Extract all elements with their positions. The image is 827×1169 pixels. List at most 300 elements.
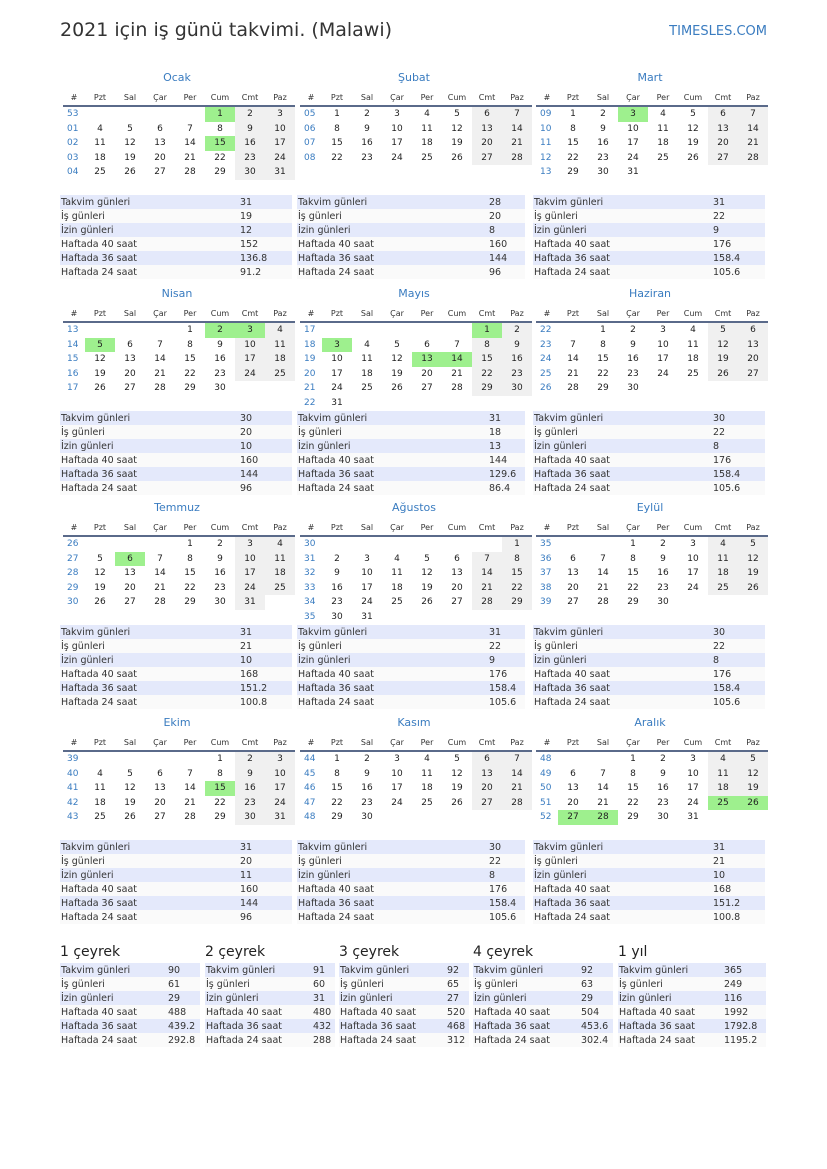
day-cell[interactable]: 22 [184,582,196,593]
day-cell[interactable]: 2 [600,109,606,120]
day-cell[interactable]: 4 [708,536,738,552]
day-cell[interactable]: 25 [391,597,403,608]
day-cell[interactable]: 31 [265,810,295,825]
day-cell[interactable]: 24 [235,367,265,382]
day-cell[interactable]: 18 [708,566,738,581]
day-cell[interactable]: 19 [451,138,463,149]
day-cell[interactable]: 14 [154,354,166,365]
day-cell[interactable]: 13 [738,338,768,353]
day-cell[interactable]: 2 [630,325,636,336]
day-cell[interactable]: 15 [331,783,343,794]
day-cell[interactable]: 31 [361,611,373,622]
day-cell[interactable]: 19 [451,783,463,794]
day-cell[interactable]: 4 [97,768,103,779]
day-cell[interactable]: 19 [421,582,433,593]
day-cell[interactable]: 16 [361,783,373,794]
day-cell[interactable]: 30 [597,167,609,178]
day-cell[interactable]: 23 [502,367,532,382]
day-cell[interactable]: 6 [157,123,163,134]
day-cell[interactable]: 14 [502,122,532,137]
day-cell[interactable]: 12 [124,783,136,794]
day-cell[interactable]: 10 [235,338,265,353]
day-cell[interactable]: 23 [657,582,669,593]
day-cell[interactable]: 4 [690,325,696,336]
day-cell[interactable]: 2 [235,751,265,767]
holiday-day[interactable]: 6 [115,552,145,567]
day-cell[interactable]: 20 [124,582,136,593]
day-cell[interactable]: 12 [738,767,768,782]
day-cell[interactable]: 9 [235,767,265,782]
day-cell[interactable]: 30 [657,597,669,608]
day-cell[interactable]: 28 [502,151,532,166]
day-cell[interactable]: 29 [184,597,196,608]
day-cell[interactable]: 22 [627,582,639,593]
holiday-day[interactable]: 1 [205,106,235,122]
day-cell[interactable]: 2 [334,553,340,564]
day-cell[interactable]: 21 [597,797,609,808]
day-cell[interactable]: 30 [214,597,226,608]
day-cell[interactable]: 21 [472,581,502,596]
day-cell[interactable]: 1 [570,109,576,120]
day-cell[interactable]: 23 [597,152,609,163]
day-cell[interactable]: 26 [94,597,106,608]
day-cell[interactable]: 24 [235,581,265,596]
day-cell[interactable]: 22 [331,797,343,808]
day-cell[interactable]: 20 [451,582,463,593]
day-cell[interactable]: 25 [421,152,433,163]
day-cell[interactable]: 22 [184,368,196,379]
day-cell[interactable]: 23 [214,582,226,593]
day-cell[interactable]: 31 [627,167,639,178]
day-cell[interactable]: 14 [567,354,579,365]
day-cell[interactable]: 5 [394,339,400,350]
day-cell[interactable]: 22 [472,367,502,382]
day-cell[interactable]: 27 [708,151,738,166]
day-cell[interactable]: 5 [97,553,103,564]
day-cell[interactable]: 18 [687,354,699,365]
day-cell[interactable]: 29 [627,812,639,823]
day-cell[interactable]: 11 [421,123,433,134]
holiday-day[interactable]: 26 [738,796,768,811]
day-cell[interactable]: 15 [627,568,639,579]
day-cell[interactable]: 11 [657,123,669,134]
day-cell[interactable]: 17 [361,582,373,593]
day-cell[interactable]: 16 [214,354,226,365]
day-cell[interactable]: 9 [364,123,370,134]
day-cell[interactable]: 29 [214,812,226,823]
day-cell[interactable]: 25 [421,797,433,808]
day-cell[interactable]: 25 [265,367,295,382]
day-cell[interactable]: 5 [454,754,460,765]
day-cell[interactable]: 1 [187,539,193,550]
holiday-day[interactable]: 28 [588,810,618,825]
day-cell[interactable]: 6 [424,339,430,350]
day-cell[interactable]: 28 [597,597,609,608]
day-cell[interactable]: 16 [627,354,639,365]
holiday-day[interactable]: 15 [205,136,235,151]
day-cell[interactable]: 1 [600,325,606,336]
day-cell[interactable]: 17 [657,354,669,365]
day-cell[interactable]: 27 [451,597,463,608]
day-cell[interactable]: 25 [94,812,106,823]
day-cell[interactable]: 14 [597,783,609,794]
day-cell[interactable]: 25 [94,167,106,178]
day-cell[interactable]: 18 [708,781,738,796]
day-cell[interactable]: 27 [738,367,768,382]
day-cell[interactable]: 20 [567,797,579,808]
day-cell[interactable]: 21 [502,781,532,796]
day-cell[interactable]: 26 [124,167,136,178]
day-cell[interactable]: 25 [657,152,669,163]
day-cell[interactable]: 19 [738,566,768,581]
holiday-day[interactable]: 13 [412,352,442,367]
day-cell[interactable]: 9 [364,768,370,779]
day-cell[interactable]: 5 [424,553,430,564]
day-cell[interactable]: 29 [627,597,639,608]
day-cell[interactable]: 1 [502,536,532,552]
day-cell[interactable]: 26 [451,152,463,163]
day-cell[interactable]: 5 [738,536,768,552]
day-cell[interactable]: 2 [502,322,532,338]
day-cell[interactable]: 25 [265,581,295,596]
day-cell[interactable]: 10 [235,552,265,567]
day-cell[interactable]: 29 [472,381,502,396]
day-cell[interactable]: 7 [157,339,163,350]
day-cell[interactable]: 9 [217,553,223,564]
day-cell[interactable]: 19 [391,368,403,379]
day-cell[interactable]: 29 [567,167,579,178]
day-cell[interactable]: 16 [235,781,265,796]
holiday-day[interactable]: 15 [205,781,235,796]
day-cell[interactable]: 2 [364,754,370,765]
day-cell[interactable]: 1 [334,109,340,120]
day-cell[interactable]: 11 [708,552,738,567]
day-cell[interactable]: 12 [451,768,463,779]
day-cell[interactable]: 24 [627,152,639,163]
day-cell[interactable]: 30 [361,812,373,823]
day-cell[interactable]: 15 [597,354,609,365]
day-cell[interactable]: 30 [502,381,532,396]
day-cell[interactable]: 23 [627,368,639,379]
day-cell[interactable]: 29 [214,167,226,178]
day-cell[interactable]: 26 [421,597,433,608]
day-cell[interactable]: 8 [570,123,576,134]
day-cell[interactable]: 3 [265,751,295,767]
day-cell[interactable]: 10 [627,123,639,134]
day-cell[interactable]: 11 [265,552,295,567]
day-cell[interactable]: 26 [124,812,136,823]
day-cell[interactable]: 28 [184,812,196,823]
day-cell[interactable]: 12 [391,354,403,365]
day-cell[interactable]: 1 [334,754,340,765]
day-cell[interactable]: 26 [708,367,738,382]
day-cell[interactable]: 3 [394,754,400,765]
brand-link[interactable]: TIMESLES.COM [669,24,767,39]
day-cell[interactable]: 15 [567,138,579,149]
day-cell[interactable]: 13 [451,568,463,579]
day-cell[interactable]: 27 [567,597,579,608]
day-cell[interactable]: 18 [391,582,403,593]
day-cell[interactable]: 26 [451,797,463,808]
day-cell[interactable]: 27 [154,812,166,823]
day-cell[interactable]: 21 [567,368,579,379]
day-cell[interactable]: 30 [235,165,265,180]
day-cell[interactable]: 24 [391,152,403,163]
day-cell[interactable]: 4 [660,109,666,120]
day-cell[interactable]: 14 [738,122,768,137]
day-cell[interactable]: 12 [738,552,768,567]
day-cell[interactable]: 21 [184,797,196,808]
day-cell[interactable]: 6 [708,106,738,122]
day-cell[interactable]: 2 [660,754,666,765]
day-cell[interactable]: 31 [687,812,699,823]
day-cell[interactable]: 13 [472,122,502,137]
day-cell[interactable]: 8 [472,338,502,353]
day-cell[interactable]: 19 [708,352,738,367]
day-cell[interactable]: 19 [687,138,699,149]
day-cell[interactable]: 17 [687,783,699,794]
day-cell[interactable]: 7 [157,553,163,564]
day-cell[interactable]: 19 [738,781,768,796]
day-cell[interactable]: 6 [570,553,576,564]
day-cell[interactable]: 8 [630,553,636,564]
holiday-day[interactable]: 2 [205,322,235,338]
day-cell[interactable]: 31 [331,397,343,408]
day-cell[interactable]: 2 [235,106,265,122]
day-cell[interactable]: 30 [235,810,265,825]
day-cell[interactable]: 24 [687,582,699,593]
day-cell[interactable]: 16 [331,582,343,593]
day-cell[interactable]: 9 [235,122,265,137]
day-cell[interactable]: 23 [331,597,343,608]
holiday-day[interactable]: 3 [322,338,352,353]
day-cell[interactable]: 19 [124,797,136,808]
day-cell[interactable]: 18 [421,783,433,794]
day-cell[interactable]: 31 [265,165,295,180]
day-cell[interactable]: 12 [687,123,699,134]
day-cell[interactable]: 12 [94,568,106,579]
day-cell[interactable]: 23 [214,368,226,379]
day-cell[interactable]: 12 [124,138,136,149]
day-cell[interactable]: 16 [502,352,532,367]
day-cell[interactable]: 5 [708,322,738,338]
day-cell[interactable]: 8 [187,553,193,564]
day-cell[interactable]: 6 [454,553,460,564]
day-cell[interactable]: 18 [657,138,669,149]
day-cell[interactable]: 18 [94,797,106,808]
day-cell[interactable]: 20 [154,152,166,163]
day-cell[interactable]: 15 [184,568,196,579]
day-cell[interactable]: 3 [364,553,370,564]
day-cell[interactable]: 10 [331,354,343,365]
day-cell[interactable]: 13 [154,783,166,794]
day-cell[interactable]: 10 [391,123,403,134]
day-cell[interactable]: 20 [738,352,768,367]
day-cell[interactable]: 7 [472,552,502,567]
day-cell[interactable]: 14 [597,568,609,579]
day-cell[interactable]: 28 [502,796,532,811]
day-cell[interactable]: 10 [265,767,295,782]
day-cell[interactable]: 4 [424,109,430,120]
day-cell[interactable]: 17 [331,368,343,379]
day-cell[interactable]: 20 [124,368,136,379]
day-cell[interactable]: 30 [627,383,639,394]
day-cell[interactable]: 4 [265,536,295,552]
day-cell[interactable]: 17 [687,568,699,579]
day-cell[interactable]: 30 [331,611,343,622]
day-cell[interactable]: 11 [708,767,738,782]
day-cell[interactable]: 5 [690,109,696,120]
day-cell[interactable]: 19 [94,582,106,593]
day-cell[interactable]: 24 [361,597,373,608]
day-cell[interactable]: 7 [187,123,193,134]
day-cell[interactable]: 7 [187,768,193,779]
day-cell[interactable]: 14 [472,566,502,581]
day-cell[interactable]: 21 [184,152,196,163]
day-cell[interactable]: 18 [421,138,433,149]
day-cell[interactable]: 18 [361,368,373,379]
day-cell[interactable]: 21 [154,368,166,379]
day-cell[interactable]: 10 [265,122,295,137]
day-cell[interactable]: 26 [391,383,403,394]
day-cell[interactable]: 20 [567,582,579,593]
day-cell[interactable]: 28 [154,597,166,608]
day-cell[interactable]: 24 [331,383,343,394]
day-cell[interactable]: 7 [738,106,768,122]
day-cell[interactable]: 12 [421,568,433,579]
day-cell[interactable]: 7 [454,339,460,350]
day-cell[interactable]: 7 [600,768,606,779]
day-cell[interactable]: 9 [217,339,223,350]
day-cell[interactable]: 14 [184,138,196,149]
day-cell[interactable]: 8 [334,123,340,134]
day-cell[interactable]: 12 [708,338,738,353]
day-cell[interactable]: 17 [265,136,295,151]
day-cell[interactable]: 25 [708,581,738,596]
day-cell[interactable]: 4 [364,339,370,350]
day-cell[interactable]: 25 [361,383,373,394]
day-cell[interactable]: 9 [660,553,666,564]
day-cell[interactable]: 16 [361,138,373,149]
day-cell[interactable]: 10 [391,768,403,779]
day-cell[interactable]: 14 [184,783,196,794]
day-cell[interactable]: 17 [391,138,403,149]
day-cell[interactable]: 18 [265,566,295,581]
day-cell[interactable]: 13 [567,568,579,579]
day-cell[interactable]: 1 [630,539,636,550]
day-cell[interactable]: 27 [154,167,166,178]
day-cell[interactable]: 12 [451,123,463,134]
day-cell[interactable]: 24 [391,797,403,808]
day-cell[interactable]: 1 [630,754,636,765]
day-cell[interactable]: 19 [94,368,106,379]
day-cell[interactable]: 2 [660,539,666,550]
day-cell[interactable]: 27 [421,383,433,394]
holiday-day[interactable]: 5 [85,338,115,353]
day-cell[interactable]: 17 [265,781,295,796]
day-cell[interactable]: 2 [364,109,370,120]
day-cell[interactable]: 1 [187,325,193,336]
day-cell[interactable]: 4 [394,553,400,564]
day-cell[interactable]: 13 [154,138,166,149]
day-cell[interactable]: 29 [597,383,609,394]
day-cell[interactable]: 18 [94,152,106,163]
day-cell[interactable]: 23 [235,151,265,166]
day-cell[interactable]: 20 [472,781,502,796]
day-cell[interactable]: 3 [690,539,696,550]
day-cell[interactable]: 18 [265,352,295,367]
day-cell[interactable]: 4 [424,754,430,765]
holiday-day[interactable]: 25 [708,796,738,811]
day-cell[interactable]: 22 [502,581,532,596]
holiday-day[interactable]: 3 [618,106,648,122]
day-cell[interactable]: 29 [184,383,196,394]
day-cell[interactable]: 24 [265,151,295,166]
day-cell[interactable]: 11 [687,339,699,350]
day-cell[interactable]: 9 [660,768,666,779]
day-cell[interactable]: 26 [94,383,106,394]
day-cell[interactable]: 21 [451,368,463,379]
day-cell[interactable]: 8 [600,339,606,350]
day-cell[interactable]: 27 [124,383,136,394]
day-cell[interactable]: 3 [394,109,400,120]
day-cell[interactable]: 5 [127,768,133,779]
holiday-day[interactable]: 1 [472,322,502,338]
day-cell[interactable]: 10 [687,768,699,779]
day-cell[interactable]: 6 [472,751,502,767]
day-cell[interactable]: 17 [235,566,265,581]
day-cell[interactable]: 3 [690,754,696,765]
day-cell[interactable]: 20 [421,368,433,379]
day-cell[interactable]: 6 [127,339,133,350]
day-cell[interactable]: 20 [472,136,502,151]
day-cell[interactable]: 1 [217,754,223,765]
day-cell[interactable]: 22 [627,797,639,808]
day-cell[interactable]: 9 [502,338,532,353]
day-cell[interactable]: 8 [334,768,340,779]
day-cell[interactable]: 16 [657,783,669,794]
day-cell[interactable]: 3 [235,536,265,552]
day-cell[interactable]: 17 [391,783,403,794]
day-cell[interactable]: 10 [687,553,699,564]
holiday-day[interactable]: 3 [235,322,265,338]
day-cell[interactable]: 11 [421,768,433,779]
day-cell[interactable]: 13 [124,354,136,365]
day-cell[interactable]: 23 [361,152,373,163]
day-cell[interactable]: 27 [472,151,502,166]
day-cell[interactable]: 7 [600,553,606,564]
day-cell[interactable]: 23 [235,796,265,811]
day-cell[interactable]: 22 [331,152,343,163]
day-cell[interactable]: 22 [567,152,579,163]
day-cell[interactable]: 9 [334,568,340,579]
day-cell[interactable]: 23 [361,797,373,808]
holiday-day[interactable]: 27 [558,810,588,825]
day-cell[interactable]: 6 [472,106,502,122]
day-cell[interactable]: 16 [597,138,609,149]
day-cell[interactable]: 25 [687,368,699,379]
day-cell[interactable]: 21 [738,136,768,151]
day-cell[interactable]: 15 [184,354,196,365]
day-cell[interactable]: 22 [214,152,226,163]
day-cell[interactable]: 11 [94,783,106,794]
day-cell[interactable]: 28 [567,383,579,394]
day-cell[interactable]: 17 [627,138,639,149]
day-cell[interactable]: 8 [502,552,532,567]
day-cell[interactable]: 26 [738,581,768,596]
day-cell[interactable]: 15 [472,352,502,367]
day-cell[interactable]: 28 [738,151,768,166]
